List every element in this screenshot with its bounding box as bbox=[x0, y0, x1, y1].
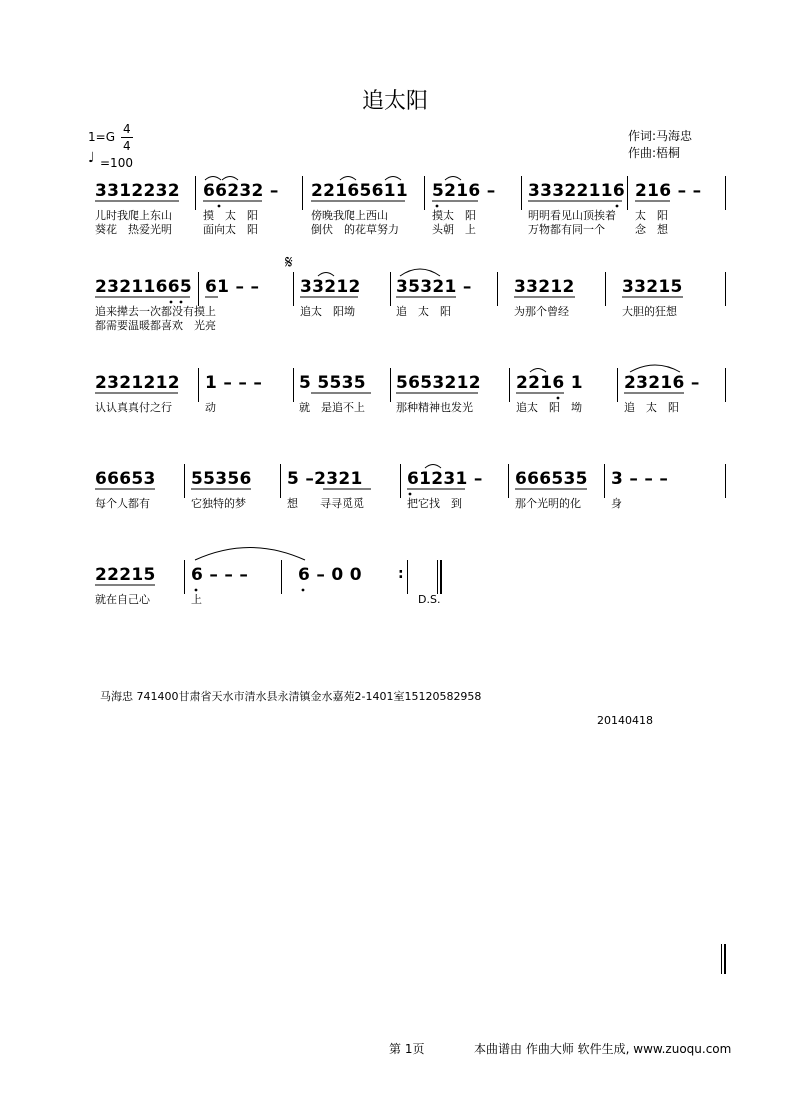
measure: 3312232 bbox=[95, 181, 180, 201]
measure: 33322116 bbox=[528, 181, 626, 201]
lyric: 念 想 bbox=[635, 223, 668, 236]
slur bbox=[318, 273, 334, 277]
measure: 66232 – bbox=[203, 181, 279, 201]
lyric: 那种精神也发光 bbox=[396, 401, 473, 414]
measure: 6 – – – bbox=[191, 565, 249, 585]
measure: 23211665 bbox=[95, 277, 193, 297]
lyric: 每个人都有 bbox=[95, 497, 150, 510]
lyricist-credit: 作词:马海忠 bbox=[628, 129, 693, 143]
score-title: 追太阳 bbox=[361, 89, 428, 114]
slur bbox=[205, 177, 238, 181]
lyric: 追太 阳坳 bbox=[300, 305, 355, 318]
slur bbox=[340, 177, 401, 181]
lyric: 那个光明的化 bbox=[515, 497, 581, 510]
measure: 22215 bbox=[95, 565, 156, 585]
lyric: 把它找 到 bbox=[407, 497, 462, 510]
page-number: 第 1页 bbox=[389, 1042, 425, 1056]
measure: 33212 bbox=[514, 277, 575, 297]
lyric: 它独特的梦 bbox=[191, 497, 246, 510]
measure: 1 – – – bbox=[205, 373, 263, 393]
octave-dot bbox=[302, 589, 305, 592]
lyric: 认认真真付之行 bbox=[95, 401, 172, 414]
lyric: 葵花 热爱光明 bbox=[95, 223, 172, 236]
lyric: 为那个曾经 bbox=[514, 305, 569, 318]
key-signature: 1=G bbox=[88, 130, 115, 144]
measure: 666535 bbox=[515, 469, 588, 489]
lyric: 追 太 阳 bbox=[624, 401, 679, 414]
lyric: 动 bbox=[205, 401, 216, 414]
composer-credit: 作曲:梧桐 bbox=[628, 146, 681, 160]
octave-dot bbox=[409, 493, 412, 496]
lyric: 追 太 阳 bbox=[396, 305, 451, 318]
lyric: 摸太 阳 bbox=[432, 209, 476, 222]
slur bbox=[630, 365, 680, 372]
measure: 6 – 0 0 bbox=[298, 565, 362, 585]
octave-dot bbox=[436, 205, 439, 208]
measure: 22165611 bbox=[311, 181, 409, 201]
lyric: 傍晚我爬上西山 bbox=[311, 209, 388, 222]
measure: 2321212 bbox=[95, 373, 180, 393]
measure: 5216 – bbox=[432, 181, 496, 201]
lyric: 追来撵去一次都没有摸上 bbox=[95, 305, 216, 318]
tempo-marking: =100 bbox=[100, 156, 133, 170]
slur bbox=[425, 465, 441, 469]
lyric: 儿时我爬上东山 bbox=[95, 209, 172, 222]
lyric: 想 寻寻觅觅 bbox=[287, 497, 364, 510]
measure: 61231 – bbox=[407, 469, 483, 489]
lyric: 明明看见山顶挨着 bbox=[528, 209, 616, 222]
octave-dot bbox=[195, 589, 198, 592]
lyric: 上 bbox=[191, 593, 202, 606]
lyric: 就 是追不上 bbox=[299, 401, 365, 414]
lyric: 身 bbox=[611, 497, 622, 510]
measure: 66653 bbox=[95, 469, 156, 489]
lyric: 都需要温暖都喜欢 光亮 bbox=[95, 319, 216, 332]
time-signature-top: 4 bbox=[123, 122, 131, 136]
lyric: 太 阳 bbox=[635, 209, 668, 222]
lyric: 大胆的狂想 bbox=[622, 305, 677, 318]
measure: 5 5535 bbox=[299, 373, 366, 393]
measure: 5653212 bbox=[396, 373, 481, 393]
repeat-dots: : bbox=[398, 566, 404, 582]
measure: 216 – – bbox=[635, 181, 702, 201]
lyric: 就在自己心 bbox=[95, 593, 150, 606]
measure: 5 –2321 bbox=[287, 469, 363, 489]
contact-address: 马海忠 741400甘肃省天水市清水县永清镇金水嘉苑2-1401室15120582958 bbox=[100, 690, 482, 703]
measure: 33215 bbox=[622, 277, 683, 297]
octave-dot bbox=[557, 397, 560, 400]
octave-dot bbox=[218, 205, 221, 208]
date-stamp: 20140418 bbox=[597, 714, 653, 727]
tie bbox=[195, 548, 305, 561]
slur bbox=[400, 269, 440, 276]
measure: 55356 bbox=[191, 469, 252, 489]
slur bbox=[445, 177, 461, 181]
page-end-barline-thin bbox=[721, 944, 722, 974]
time-signature-bottom: 4 bbox=[123, 139, 131, 153]
lyric: 头朝 上 bbox=[432, 223, 476, 236]
da-segno-marking: D.S. bbox=[418, 593, 441, 606]
lyric: 面向太 阳 bbox=[203, 223, 258, 236]
octave-dot bbox=[170, 301, 173, 304]
slur bbox=[530, 369, 546, 373]
lyric: 万物都有同一个 bbox=[528, 223, 605, 236]
segno-icon: 𝄋 bbox=[285, 252, 293, 273]
measure: 61 – – bbox=[205, 277, 260, 297]
page-end-barline-thick bbox=[724, 944, 726, 974]
octave-dot bbox=[180, 301, 183, 304]
measure: 23216 – bbox=[624, 373, 700, 393]
quarter-note-icon: ♩ bbox=[88, 150, 95, 166]
generator-credit: 本曲谱由 作曲大师 软件生成, www.zuoqu.com bbox=[474, 1042, 732, 1056]
measure: 2216 1 bbox=[516, 373, 583, 393]
lyric: 倒伏 的花草努力 bbox=[311, 223, 399, 236]
measure: 35321 – bbox=[396, 277, 472, 297]
measure: 33212 bbox=[300, 277, 361, 297]
octave-dot bbox=[616, 205, 619, 208]
lyric: 追太 阳 坳 bbox=[516, 401, 582, 414]
measure: 3 – – – bbox=[611, 469, 669, 489]
lyric: 摸 太 阳 bbox=[203, 209, 258, 222]
